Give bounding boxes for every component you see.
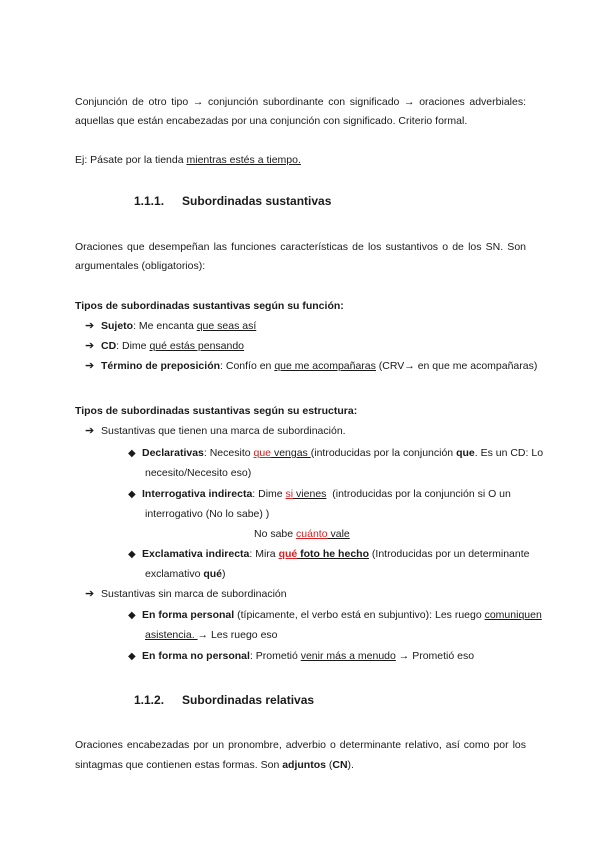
list-item: ➔ Término de preposición: Confío en que me acompañaras (CRV→ en que me acompañaras) <box>85 356 537 377</box>
diamond-bullet-icon: ◆ <box>128 651 136 662</box>
list-item: ➔ Sujeto: Me encanta que seas así <box>85 316 256 337</box>
arrow-icon: ➔ <box>85 340 95 352</box>
exclamativa-item: ◆ Exclamativa indirecta: Mira qué foto he hecho (Introducidas por un determinante <box>128 544 526 565</box>
function-types-title: Tipos de subordinadas sustantivas según su función: <box>75 300 344 312</box>
intro-line-2: aquellas que están encabezadas por una conjunción con significado. Criterio formal. <box>75 115 468 127</box>
declarativas-line-2: necesito/Necesito eso) <box>145 467 252 479</box>
section1-para-line-2: argumentales (obligatorios): <box>75 260 206 272</box>
diamond-bullet-icon: ◆ <box>128 489 136 500</box>
section-heading-2 <box>134 690 314 711</box>
forma-personal-item: ◆ En forma personal (típicamente, el verbo está en subjuntivo): Les ruego comuniquen <box>128 605 542 626</box>
arrow-icon: ➔ <box>85 588 95 600</box>
section-heading-1 <box>134 191 331 212</box>
structure-types-title: Tipos de subordinadas sustantivas según su estructura: <box>75 405 358 417</box>
section-title: Subordinadas relativas <box>182 693 315 707</box>
list-item: ➔ Sustantivas sin marca de subordinación <box>85 584 287 605</box>
diamond-bullet-icon: ◆ <box>128 549 136 560</box>
interrogativa-item: ◆ Interrogativa indirecta: Dime si vienes (introducidas por la conjunción si O un <box>128 484 526 505</box>
section2-para-line-2: sintagmas que contienen estas formas. Son adjuntos (CN). <box>75 759 354 771</box>
example-prefix: Ej: Pásate por la tienda <box>75 154 187 166</box>
diamond-bullet-icon: ◆ <box>128 448 136 459</box>
section2-para-line-1: Oraciones encabezadas por un pronombre, adverbio o determinante relativo, así como por los <box>75 739 526 751</box>
example-line <box>75 150 301 171</box>
section-title: Subordinadas sustantivas <box>182 194 332 208</box>
forma-no-personal-item: ◆ En forma no personal: Prometió venir más a menudo → Prometió eso <box>128 646 474 667</box>
section1-para-line-1: Oraciones que desempeñan las funciones características de los sustantivos o de los SN. Son <box>75 241 526 253</box>
intro-line-1: Conjunción de otro tipo → conjunción subordinante con significado → oraciones adverbiales: <box>75 96 526 108</box>
forma-personal-line-2: asistencia. → Les ruego eso <box>145 629 278 641</box>
list-item: ➔ CD: Dime qué estás pensando <box>85 336 244 357</box>
arrow-icon: ➔ <box>85 320 95 332</box>
exclamativa-line-2: exclamativo qué) <box>145 568 226 580</box>
diamond-bullet-icon: ◆ <box>128 610 136 621</box>
arrow-icon: ➔ <box>85 360 95 372</box>
example-underlined: mientras estés a tiempo. <box>186 154 301 166</box>
arrow-icon: ➔ <box>85 425 95 437</box>
interrogativa-line-3: No sabe cuánto vale <box>254 528 350 540</box>
section-number: 1.1.2. <box>134 693 165 707</box>
section-number: 1.1.1. <box>134 194 165 208</box>
list-item: ➔ Sustantivas que tienen una marca de subordinación. <box>85 421 346 442</box>
declarativas-item: ◆ Declarativas: Necesito que vengas (introducidas por la conjunción que. Es un CD: Lo <box>128 443 526 464</box>
interrogativa-line-2: interrogativo (No lo sabe) ) <box>145 508 270 520</box>
